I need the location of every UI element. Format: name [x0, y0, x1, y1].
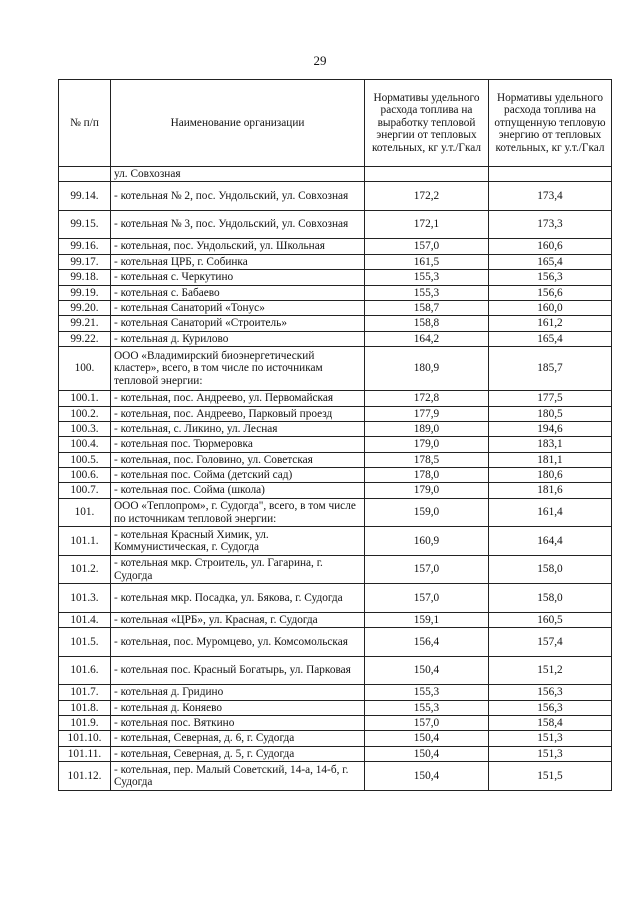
- supply-norm-value: 151,2: [489, 656, 612, 685]
- row-number: 101.9.: [59, 716, 111, 731]
- header-production-norm: Нормативы удельного расхода топлива на выработку тепловой энергии от тепловых котельных, кг у.т./Гкал: [365, 80, 489, 167]
- organization-name: - котельная Санаторий «Тонус»: [111, 300, 365, 315]
- organization-name: - котельная, пос. Головино, ул. Советская: [111, 452, 365, 467]
- production-norm-value: 179,0: [365, 437, 489, 452]
- supply-norm-value: 156,6: [489, 285, 612, 300]
- production-norm-value: 157,0: [365, 555, 489, 584]
- row-number: 100.1.: [59, 391, 111, 406]
- table-row: [59, 391, 612, 406]
- organization-name: - котельная с. Бабаево: [111, 285, 365, 300]
- table-row: [59, 285, 612, 300]
- organization-name: ул. Совхозная: [111, 167, 365, 182]
- organization-name: - котельная № 2, пос. Ундольский, ул. Совхозная: [111, 182, 365, 211]
- supply-norm-value: 158,4: [489, 716, 612, 731]
- supply-norm-value: 161,2: [489, 316, 612, 331]
- supply-norm-value: 151,3: [489, 731, 612, 746]
- supply-norm-value: 156,3: [489, 700, 612, 715]
- production-norm-value: 150,4: [365, 731, 489, 746]
- row-number: 101.12.: [59, 762, 111, 791]
- organization-name: - котельная, пос. Ундольский, ул. Школьная: [111, 239, 365, 254]
- row-number: 101.: [59, 498, 111, 527]
- organization-name: - котельная, с. Ликино, ул. Лесная: [111, 421, 365, 436]
- production-norm-value: 160,9: [365, 527, 489, 556]
- supply-norm-value: 164,4: [489, 527, 612, 556]
- production-norm-value: 180,9: [365, 347, 489, 391]
- supply-norm-value: 181,6: [489, 483, 612, 498]
- row-number: 101.4.: [59, 612, 111, 627]
- table-row: [59, 210, 612, 239]
- table-row: [59, 555, 612, 584]
- table-row: [59, 316, 612, 331]
- production-norm-value: [365, 167, 489, 182]
- row-number: 101.1.: [59, 527, 111, 556]
- organization-name: - котельная пос. Вяткино: [111, 716, 365, 731]
- row-number: 101.10.: [59, 731, 111, 746]
- supply-norm-value: 151,3: [489, 746, 612, 761]
- row-number: 100.2.: [59, 406, 111, 421]
- table-row: [59, 239, 612, 254]
- table-row: [59, 254, 612, 269]
- table-row: [59, 628, 612, 657]
- row-number: 100.7.: [59, 483, 111, 498]
- table-row: [59, 731, 612, 746]
- table-row: [59, 347, 612, 391]
- organization-name: - котельная Санаторий «Строитель»: [111, 316, 365, 331]
- production-norm-value: 155,3: [365, 685, 489, 700]
- table-row: [59, 167, 612, 182]
- supply-norm-value: 180,5: [489, 406, 612, 421]
- row-number: 100.4.: [59, 437, 111, 452]
- table-row: [59, 527, 612, 556]
- row-number: 101.7.: [59, 685, 111, 700]
- organization-name: - котельная, Северная, д. 5, г. Судогда: [111, 746, 365, 761]
- organization-name: - котельная «ЦРБ», ул. Красная, г. Судогда: [111, 612, 365, 627]
- table-row: [59, 437, 612, 452]
- organization-name: - котельная, пос. Андреево, Парковый проезд: [111, 406, 365, 421]
- supply-norm-value: 194,6: [489, 421, 612, 436]
- table-row: [59, 270, 612, 285]
- production-norm-value: 157,0: [365, 584, 489, 613]
- table-row: [59, 468, 612, 483]
- row-number: 99.22.: [59, 331, 111, 346]
- row-number: 100.6.: [59, 468, 111, 483]
- production-norm-value: 155,3: [365, 700, 489, 715]
- supply-norm-value: 165,4: [489, 331, 612, 346]
- row-number: 100.3.: [59, 421, 111, 436]
- organization-name: - котельная мкр. Посадка, ул. Бякова, г. Судогда: [111, 584, 365, 613]
- production-norm-value: 161,5: [365, 254, 489, 269]
- supply-norm-value: 156,3: [489, 270, 612, 285]
- table-row: [59, 746, 612, 761]
- organization-name: ООО «Владимирский биоэнергетический кластер», всего, в том числе по источникам тепловой энергии:: [111, 347, 365, 391]
- row-number: 99.21.: [59, 316, 111, 331]
- organization-name: - котельная, пер. Малый Советский, 14-а, 14-б, г. Судогда: [111, 762, 365, 791]
- supply-norm-value: 185,7: [489, 347, 612, 391]
- organization-name: - котельная, пос. Муромцево, ул. Комсомольская: [111, 628, 365, 657]
- table-row: [59, 498, 612, 527]
- supply-norm-value: 156,3: [489, 685, 612, 700]
- production-norm-value: 158,7: [365, 300, 489, 315]
- table-row: [59, 584, 612, 613]
- row-number: 99.20.: [59, 300, 111, 315]
- supply-norm-value: 177,5: [489, 391, 612, 406]
- supply-norm-value: 181,1: [489, 452, 612, 467]
- production-norm-value: 189,0: [365, 421, 489, 436]
- production-norm-value: 158,8: [365, 316, 489, 331]
- production-norm-value: 150,4: [365, 762, 489, 791]
- production-norm-value: 178,5: [365, 452, 489, 467]
- table-row: [59, 406, 612, 421]
- production-norm-value: 172,2: [365, 182, 489, 211]
- table-row: [59, 656, 612, 685]
- organization-name: ООО «Теплопром», г. Судогда", всего, в том числе по источникам тепловой энергии:: [111, 498, 365, 527]
- supply-norm-value: 180,6: [489, 468, 612, 483]
- organization-name: - котельная д. Коняево: [111, 700, 365, 715]
- supply-norm-value: 183,1: [489, 437, 612, 452]
- production-norm-value: 157,0: [365, 239, 489, 254]
- supply-norm-value: 173,4: [489, 182, 612, 211]
- table-row: [59, 612, 612, 627]
- supply-norm-value: 158,0: [489, 555, 612, 584]
- production-norm-value: 159,0: [365, 498, 489, 527]
- row-number: 99.16.: [59, 239, 111, 254]
- organization-name: - котельная пос. Тюрмеровка: [111, 437, 365, 452]
- fuel-norms-table: [58, 79, 612, 791]
- table-row: [59, 452, 612, 467]
- organization-name: - котельная, Северная, д. 6, г. Судогда: [111, 731, 365, 746]
- row-number: 100.5.: [59, 452, 111, 467]
- organization-name: - котельная мкр. Строитель, ул. Гагарина, г. Судогда: [111, 555, 365, 584]
- header-organization-name: Наименование организации: [111, 80, 365, 167]
- supply-norm-value: 157,4: [489, 628, 612, 657]
- table-header-row: [59, 80, 612, 167]
- row-number: 101.5.: [59, 628, 111, 657]
- organization-name: - котельная д. Гридино: [111, 685, 365, 700]
- organization-name: - котельная, пос. Андреево, ул. Первомайская: [111, 391, 365, 406]
- organization-name: - котельная Красный Химик, ул. Коммунистическая, г. Судогда: [111, 527, 365, 556]
- supply-norm-value: 173,3: [489, 210, 612, 239]
- supply-norm-value: 160,5: [489, 612, 612, 627]
- organization-name: - котельная пос. Сойма (детский сад): [111, 468, 365, 483]
- production-norm-value: 159,1: [365, 612, 489, 627]
- row-number: 101.8.: [59, 700, 111, 715]
- table-row: [59, 331, 612, 346]
- supply-norm-value: [489, 167, 612, 182]
- production-norm-value: 155,3: [365, 270, 489, 285]
- production-norm-value: 164,2: [365, 331, 489, 346]
- table-row: [59, 762, 612, 791]
- page-number: 29: [313, 53, 327, 68]
- header-number: № п/п: [59, 80, 111, 167]
- production-norm-value: 157,0: [365, 716, 489, 731]
- organization-name: - котельная пос. Красный Богатырь, ул. Парковая: [111, 656, 365, 685]
- row-number: 99.17.: [59, 254, 111, 269]
- production-norm-value: 178,0: [365, 468, 489, 483]
- row-number: 99.15.: [59, 210, 111, 239]
- row-number: 101.2.: [59, 555, 111, 584]
- production-norm-value: 155,3: [365, 285, 489, 300]
- organization-name: - котельная ЦРБ, г. Собинка: [111, 254, 365, 269]
- supply-norm-value: 161,4: [489, 498, 612, 527]
- production-norm-value: 179,0: [365, 483, 489, 498]
- table-row: [59, 300, 612, 315]
- row-number: 100.: [59, 347, 111, 391]
- organization-name: - котельная пос. Сойма (школа): [111, 483, 365, 498]
- table-row: [59, 700, 612, 715]
- production-norm-value: 172,8: [365, 391, 489, 406]
- production-norm-value: 156,4: [365, 628, 489, 657]
- row-number: 101.3.: [59, 584, 111, 613]
- table-row: [59, 716, 612, 731]
- organization-name: - котельная № 3, пос. Ундольский, ул. Совхозная: [111, 210, 365, 239]
- supply-norm-value: 158,0: [489, 584, 612, 613]
- row-number: 101.6.: [59, 656, 111, 685]
- production-norm-value: 172,1: [365, 210, 489, 239]
- table-row: [59, 421, 612, 436]
- row-number: 99.19.: [59, 285, 111, 300]
- supply-norm-value: 160,6: [489, 239, 612, 254]
- row-number: [59, 167, 111, 182]
- production-norm-value: 150,4: [365, 656, 489, 685]
- row-number: 99.14.: [59, 182, 111, 211]
- organization-name: - котельная с. Черкутино: [111, 270, 365, 285]
- row-number: 101.11.: [59, 746, 111, 761]
- production-norm-value: 150,4: [365, 746, 489, 761]
- supply-norm-value: 160,0: [489, 300, 612, 315]
- table-row: [59, 685, 612, 700]
- supply-norm-value: 151,5: [489, 762, 612, 791]
- table-row: [59, 483, 612, 498]
- organization-name: - котельная д. Курилово: [111, 331, 365, 346]
- row-number: 99.18.: [59, 270, 111, 285]
- header-supply-norm: Нормативы удельного расхода топлива на отпущенную тепловую энергию от тепловых котельных, кг у.т./Гкал: [489, 80, 612, 167]
- supply-norm-value: 165,4: [489, 254, 612, 269]
- production-norm-value: 177,9: [365, 406, 489, 421]
- table-row: [59, 182, 612, 211]
